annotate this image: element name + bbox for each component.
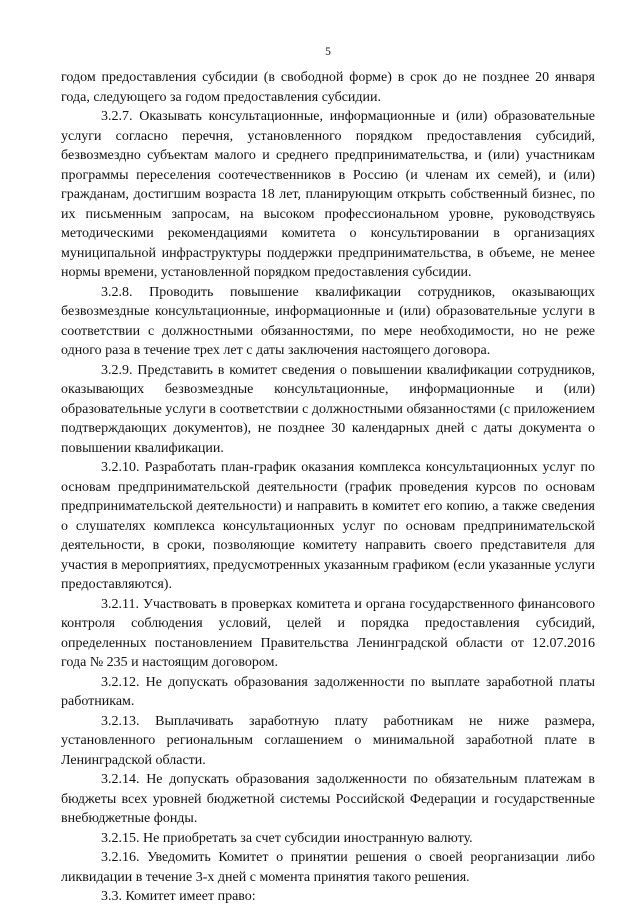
clause-number: 3.3. <box>101 889 122 904</box>
clause-text: Не допускать образования задолженности по обязательным платежам в бюджеты всех уровней бюджетной системы Российской Федерации и государственные внебюджетные фонды. <box>61 772 596 826</box>
paragraph-continuation <box>61 68 595 107</box>
clause-text: Представить в комитет сведения о повышении квалификации сотрудников, оказывающих безвозмездные консультационные, информационные и (или) образовательные услуги в соответствии с должностными обязанностями (с приложением подтверждающих документов), не позднее 30 календарных дней с даты документа о повышении квалификации. <box>61 362 596 456</box>
page-number: 5 <box>325 46 331 58</box>
clause-number: 3.2.16. <box>101 850 140 865</box>
clause-number: 3.2.8. <box>101 284 133 300</box>
clause-3-2-15 <box>61 829 595 849</box>
clause-number: 3.2.7. <box>101 109 133 124</box>
clause-number: 3.2.14. <box>101 772 140 787</box>
clause-text: Выплачивать заработную плату работникам не ниже размера, установленного региональным соглашением о минимальной заработной плате в Ленинградской области. <box>61 713 596 768</box>
clause-3-2-10 <box>61 458 595 595</box>
clause-3-2-14 <box>61 770 595 829</box>
clause-text: Проводить повышение квалификации сотрудников, оказывающих безвозмездные консультационные, информационные и (или) образовательные услуги в соответствии с должностными обязанностями, по мере необходимости, но не реже одного раза в течение трех лет с даты заключения настоящего договора. <box>61 284 595 358</box>
clause-number: 3.2.9. <box>101 362 133 378</box>
clause-text: Не допускать образования задолженности по выплате заработной платы работникам. <box>61 674 595 709</box>
clause-text: Не приобретать за счет субсидии иностранную валюту. <box>143 830 473 846</box>
clause-number: 3.2.10. <box>101 460 140 475</box>
clause-number: 3.2.15. <box>101 830 140 846</box>
clause-3-2-13 <box>61 712 595 771</box>
clause-number: 3.2.12. <box>101 674 140 690</box>
clause-3-2-9 <box>61 361 595 459</box>
clause-text: Разработать план-график оказания комплекса консультационных услуг по основам предпринимательской деятельности (график проведения курсов по основам предпринимательской деятельности) и направить в комитет его копию, а также сведения о слушателях комплекса консультационных услуг по основам предпринимательской деятельности, в сроки, позволяющие комитету направить своего представителя для участия в мероприятиях, предусмотренных указанным графиком (если указанные услуги предоставляются). <box>61 460 596 592</box>
clause-text: Участвовать в проверках комитета и органа государственного финансового контроля соблюдения условий, целей и порядка предоставления субсидий, определенных постановлением Правительства Ленинградской области от 12.07.2016 года № 235 и настоящим договором. <box>61 596 596 670</box>
clause-text: Комитет имеет право: <box>125 889 256 904</box>
clause-text: Оказывать консультационные, информационные и (или) образовательные услуги согласно перечня, установленного порядком предоставления субсидий, безвозмездно субъектам малого и среднего предпринимательства, и (или) участникам программы переселения соотечественников в Россию (и членам их семей), и (или) гражданам, достигшим возраста 18 лет, планирующим открыть собственный бизнес, по их письменным запросам, на высоком профессиональном уровне, руководствуясь методическими рекомендациями комитета о консультировании в организациях муниципальной инфраструктуры поддержки предпринимательства, в объеме, не менее нормы времени, установленной порядком предоставления субсидии. <box>61 109 595 280</box>
clause-number: 3.2.13. <box>101 713 140 729</box>
clause-3-2-8 <box>61 283 595 361</box>
clause-3-3 <box>61 887 595 907</box>
paragraph-text: годом предоставления субсидии (в свободной форме) в срок до не позднее 20 января года, следующего за годом предоставления субсидии. <box>61 70 595 105</box>
clause-3-2-7 <box>61 107 595 283</box>
clause-3-2-16 <box>61 848 595 887</box>
clause-number: 3.2.11. <box>101 596 139 612</box>
clause-3-2-12 <box>61 673 595 712</box>
clause-text: Уведомить Комитет о принятии решения о своей реорганизации либо ликвидации в течение 3-х дней с момента принятия такого решения. <box>61 850 595 885</box>
clause-3-2-11 <box>61 595 595 673</box>
